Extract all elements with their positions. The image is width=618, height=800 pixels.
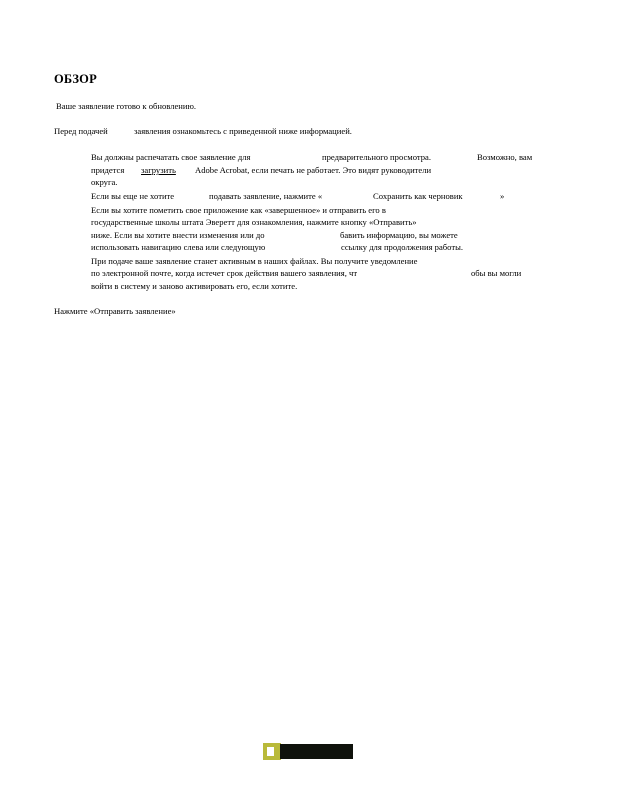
logo-mark-icon	[263, 743, 281, 760]
bullet-1-line-1a: Вы должны распечатать свое заявление для	[91, 152, 251, 162]
page-title: ОБЗОР	[54, 72, 97, 86]
bullet-4-line-1: При подаче ваше заявление станет активным в наших файлах. Вы получите уведомление	[91, 256, 418, 266]
bullet-3-line-4b: ссылку для продолжения работы.	[341, 242, 464, 252]
bullet-3-line-2: государственные школы штата Эверетт для ознакомления, нажмите кнопку «Отправить»	[91, 217, 417, 227]
bullet-4-line-2b: обы вы могли	[471, 268, 522, 278]
bullet-3-line-4a: использовать навигацию слева или следующую	[91, 242, 266, 252]
bullet-2-line-1b: подавать заявление, нажмите «	[209, 191, 323, 201]
bullet-1-line-2b: Adobe Acrobat, если печать не работает. Это видят руководители	[195, 165, 432, 175]
bullet-1-line-2a: придется	[91, 165, 125, 175]
bullet-4-line-3: войти в систему и заново активировать его, если хотите.	[91, 281, 298, 291]
before-label: Перед подачей	[54, 126, 108, 136]
bullet-2-line-1d: »	[500, 191, 505, 201]
intro-text: Ваше заявление готово к обновлению.	[56, 101, 197, 111]
download-acrobat-link[interactable]: загрузить	[141, 165, 176, 175]
bullet-1-line-1b: предварительного просмотра.	[322, 152, 432, 162]
bullet-3-line-3a: ниже. Если вы хотите внести изменения или до	[91, 230, 265, 240]
bullet-3-line-1: Если вы хотите пометить свое приложение как «завершенное» и отправить его в	[91, 205, 386, 215]
submit-instruction: Нажмите «Отправить заявление»	[54, 306, 176, 316]
logo-banner	[280, 744, 353, 759]
bullet-3-line-3b: бавить информацию, вы можете	[340, 230, 458, 240]
bullet-1-line-3: округа.	[91, 177, 118, 187]
bullet-2-line-1c: Сохранить как черновик	[373, 191, 463, 201]
footer-logo	[263, 743, 353, 760]
bullet-4-line-2a: по электронной почте, когда истечет срок действия вашего заявления, чт	[91, 268, 358, 278]
bullet-2-line-1a: Если вы еще не хотите	[91, 191, 175, 201]
bullet-1-line-1c: Возможно, вам	[477, 152, 533, 162]
before-text: заявления ознакомьтесь с приведенной ниже информацией.	[134, 126, 352, 136]
